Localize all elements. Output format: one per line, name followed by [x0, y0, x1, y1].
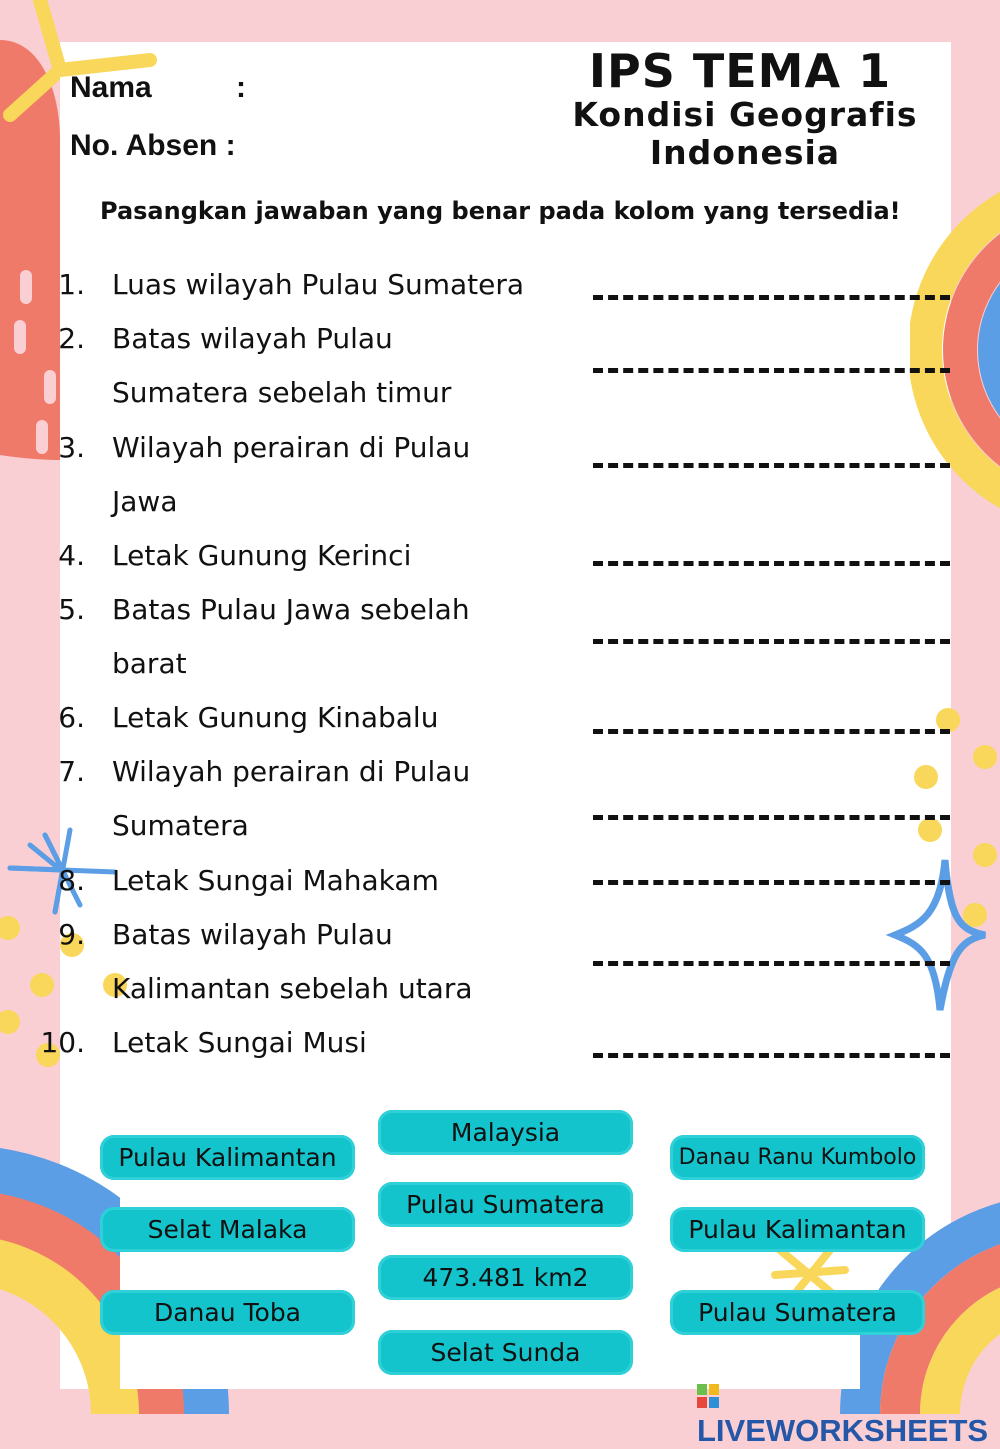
- question-text-line1: Batas wilayah Pulau: [112, 322, 393, 355]
- question-text-line1: Letak Gunung Kerinci: [112, 539, 412, 572]
- answer-drop-slot[interactable]: [593, 639, 950, 644]
- question-text-line2: Jawa: [112, 485, 178, 518]
- question-text-line1: Luas wilayah Pulau Sumatera: [112, 268, 525, 301]
- question-number: 7.: [58, 755, 85, 788]
- name-label: Nama: [70, 71, 152, 104]
- question-text-line1: Batas wilayah Pulau: [112, 918, 393, 951]
- question-text-line1: Letak Sungai Mahakam: [112, 864, 439, 897]
- question-number: 1.: [58, 268, 85, 301]
- question-item: [60, 745, 550, 853]
- question-text: [112, 529, 552, 583]
- question-number: 4.: [58, 539, 85, 572]
- answer-tile[interactable]: 473.481 km2: [378, 1255, 633, 1300]
- question-text: [112, 258, 552, 312]
- name-colon: :: [236, 71, 246, 104]
- answer-drop-slot[interactable]: [593, 961, 950, 966]
- answer-drop-slot[interactable]: [593, 368, 950, 373]
- answer-drop-slot[interactable]: [593, 1053, 950, 1058]
- page-subtitle-line2: Indonesia: [649, 133, 841, 172]
- question-item: [60, 421, 550, 529]
- question-text-line2: Sumatera: [112, 809, 249, 842]
- answer-tile[interactable]: Pulau Kalimantan: [670, 1207, 925, 1252]
- question-item: [60, 854, 550, 908]
- question-text: [112, 421, 552, 529]
- question-number: 5.: [58, 593, 85, 626]
- question-item: [60, 583, 550, 691]
- question-number: 9.: [58, 918, 85, 951]
- question-text: [112, 1016, 552, 1070]
- absen-label: No. Absen :: [70, 129, 236, 162]
- liveworksheets-brand: LIVEWORKSHEETS: [697, 1413, 989, 1448]
- answer-tile[interactable]: Danau Ranu Kumbolo: [670, 1135, 925, 1180]
- question-number: 10.: [40, 1026, 85, 1059]
- answer-drop-slot[interactable]: [593, 561, 950, 566]
- question-text-line1: Letak Sungai Musi: [112, 1026, 367, 1059]
- liveworksheets-logo: [697, 1377, 1000, 1449]
- answer-tile[interactable]: Danau Toba: [100, 1290, 355, 1335]
- answer-tile[interactable]: Selat Malaka: [100, 1207, 355, 1252]
- answer-drop-slot[interactable]: [593, 295, 950, 300]
- question-text: [112, 691, 552, 745]
- answer-drop-slot[interactable]: [593, 815, 950, 820]
- question-item: [40, 1016, 550, 1070]
- answer-tile[interactable]: Pulau Sumatera: [670, 1290, 925, 1335]
- question-item: [60, 312, 550, 420]
- question-text-line1: Letak Gunung Kinabalu: [112, 701, 439, 734]
- liveworksheets-badge-icon: [697, 1380, 719, 1404]
- answer-drop-slot[interactable]: [593, 880, 950, 885]
- question-text: [112, 854, 552, 908]
- question-number: 2.: [58, 322, 85, 355]
- question-number: 6.: [58, 701, 85, 734]
- answer-tile[interactable]: Malaysia: [378, 1110, 633, 1155]
- question-text-line1: Batas Pulau Jawa sebelah: [112, 593, 470, 626]
- page-subtitle-line1: Kondisi Geografis: [572, 95, 918, 134]
- answer-drop-slot[interactable]: [593, 729, 950, 734]
- question-text-line2: barat: [112, 647, 187, 680]
- question-text: [112, 312, 552, 420]
- question-text-line2: Sumatera sebelah timur: [112, 376, 452, 409]
- question-item: [60, 908, 550, 1016]
- question-text-line1: Wilayah perairan di Pulau: [112, 755, 471, 788]
- question-item: [60, 258, 550, 312]
- question-number: 3.: [58, 431, 85, 464]
- question-number: 8.: [58, 864, 85, 897]
- question-item: [60, 529, 550, 583]
- question-text: [112, 745, 552, 853]
- question-item: [60, 691, 550, 745]
- answer-tile[interactable]: Selat Sunda: [378, 1330, 633, 1375]
- question-text-line1: Wilayah perairan di Pulau: [112, 431, 471, 464]
- answer-tile[interactable]: Pulau Kalimantan: [100, 1135, 355, 1180]
- answer-tile[interactable]: Pulau Sumatera: [378, 1182, 633, 1227]
- instruction-text: Pasangkan jawaban yang benar pada kolom yang tersedia!: [100, 197, 901, 225]
- question-text: [112, 583, 552, 691]
- question-text: [112, 908, 552, 1016]
- answer-drop-slot[interactable]: [593, 463, 950, 468]
- page-title: IPS TEMA 1: [588, 44, 892, 98]
- question-text-line2: Kalimantan sebelah utara: [112, 972, 473, 1005]
